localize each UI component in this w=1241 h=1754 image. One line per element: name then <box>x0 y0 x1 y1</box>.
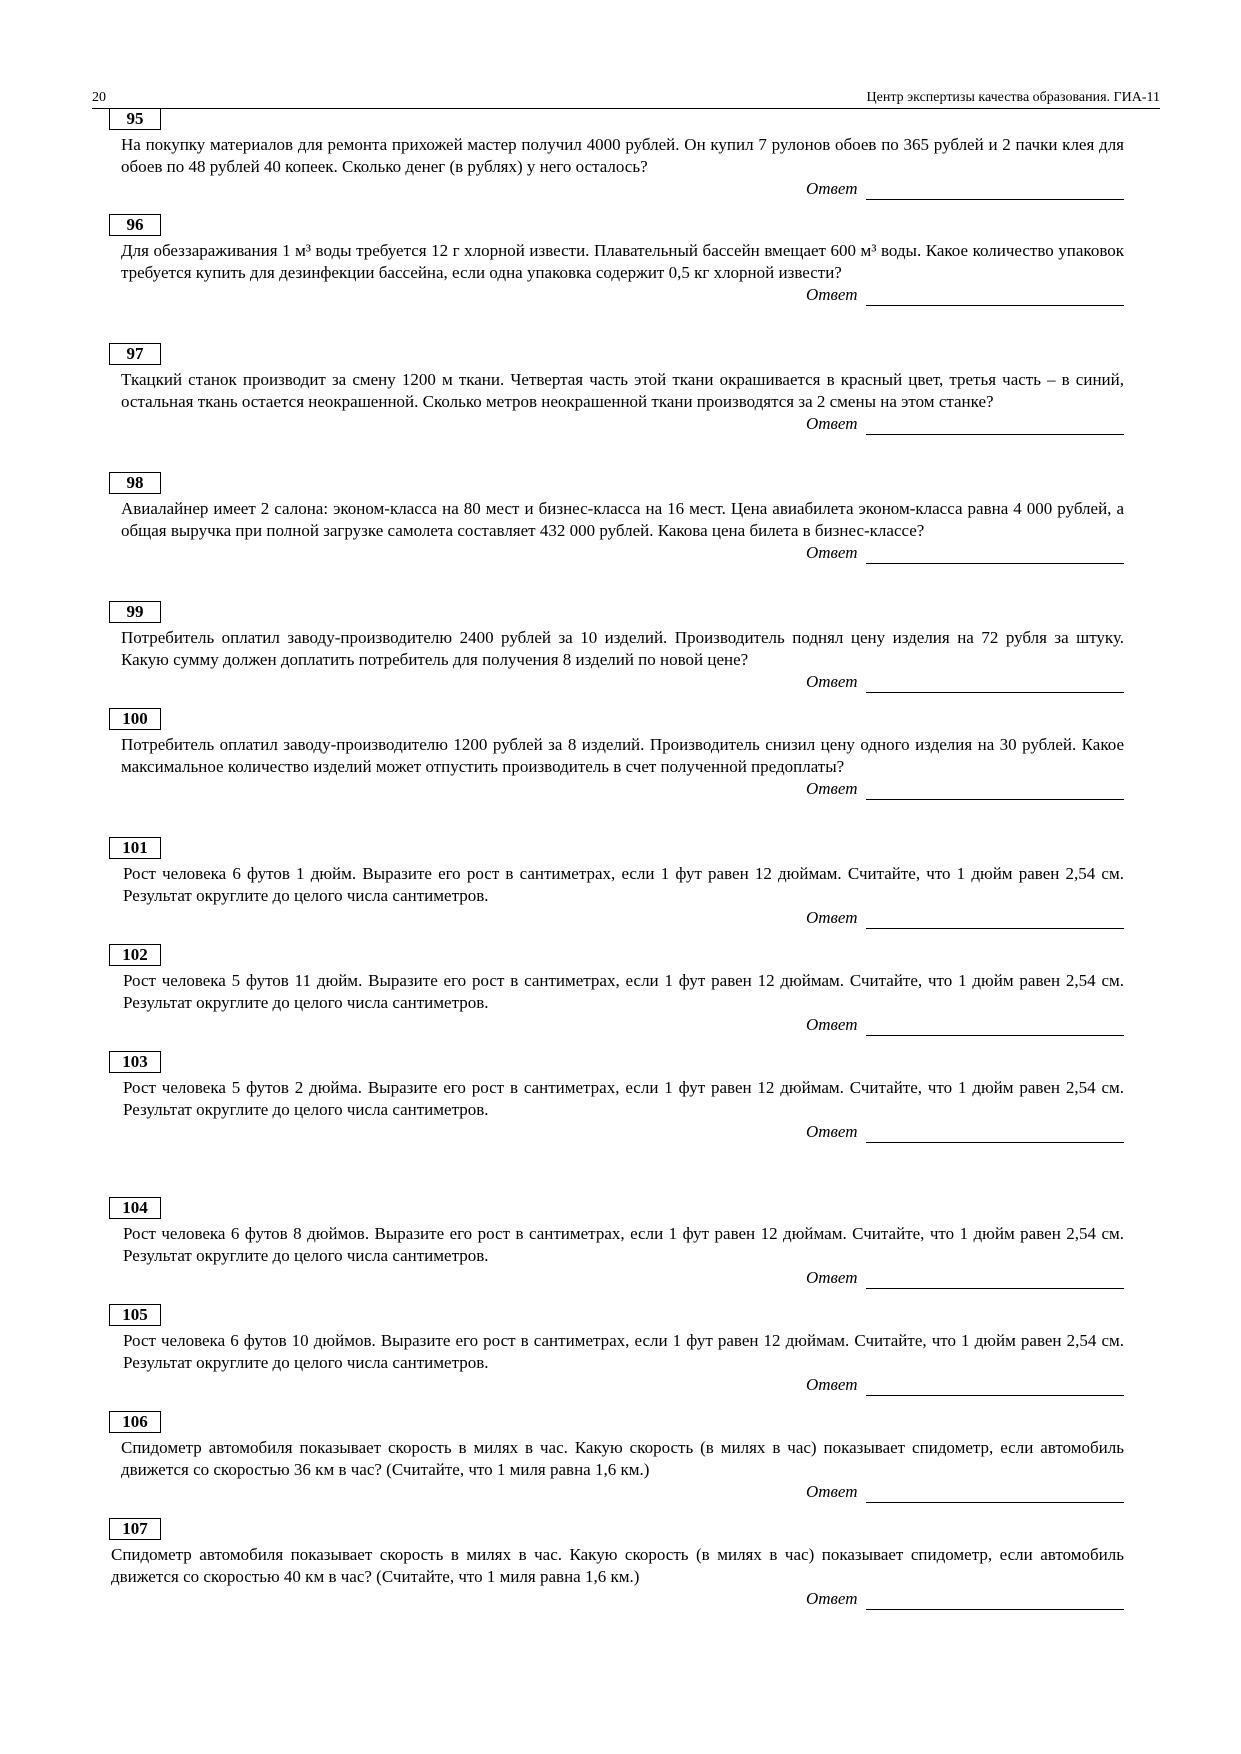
problem-106 <box>92 1411 1124 1504</box>
answer-label: Ответ <box>806 179 858 198</box>
answer-line[interactable] <box>866 1395 1124 1396</box>
problem-number: 101 <box>109 837 161 859</box>
answer-line[interactable] <box>866 928 1124 929</box>
answer-label: Ответ <box>806 1482 858 1501</box>
answer-line[interactable] <box>866 1035 1124 1036</box>
problem-number: 100 <box>109 708 161 730</box>
problem-number: 95 <box>109 108 161 130</box>
answer-label: Ответ <box>806 1589 858 1608</box>
problem-number: 98 <box>109 472 161 494</box>
problem-text: Для обеззараживания 1 м³ воды требуется 12 г хлорной извести. Плавательный бассейн вмещает 600 м³ воды. Какое количество упаковок требуется купить для дезинфекции бассейна, если одна упаковка содержит 0,5 кг хлорной извести? <box>121 241 1124 282</box>
problem-text: Авиалайнер имеет 2 салона: эконом-класса на 80 мест и бизнес-класса на 16 мест. Цена авиабилета эконом-класса равна 4 000 рублей, а общая выручка при полной загрузке самолета составляет 432 000 рублей. Какова цена билета в бизнес-классе? <box>121 499 1124 540</box>
problem-97 <box>92 343 1124 436</box>
problem-96 <box>92 214 1124 307</box>
problem-102 <box>92 944 1124 1037</box>
answer-line[interactable] <box>866 1502 1124 1503</box>
answer-field[interactable] <box>92 672 1124 694</box>
problem-number: 102 <box>109 944 161 966</box>
answer-field[interactable] <box>92 1268 1124 1290</box>
problem-number: 107 <box>109 1518 161 1540</box>
page-number: 20 <box>92 90 106 105</box>
answer-label: Ответ <box>806 1375 858 1394</box>
answer-field[interactable] <box>92 1375 1124 1397</box>
problem-text: Рост человека 5 футов 11 дюйм. Выразите его рост в сантиметрах, если 1 фут равен 12 дюймам. Считайте, что 1 дюйм равен 2,54 см. Результат округлите до целого числа сантиметров. <box>123 971 1124 1012</box>
answer-label: Ответ <box>806 908 858 927</box>
problem-95 <box>92 108 1124 201</box>
problem-100 <box>92 708 1124 801</box>
problem-number: 105 <box>109 1304 161 1326</box>
problem-text: Рост человека 6 футов 8 дюймов. Выразите его рост в сантиметрах, если 1 фут равен 12 дюймам. Считайте, что 1 дюйм равен 2,54 см. Результат округлите до целого числа сантиметров. <box>123 1224 1124 1265</box>
problem-number: 96 <box>109 214 161 236</box>
problem-number: 97 <box>109 343 161 365</box>
problem-text: Ткацкий станок производит за смену 1200 м ткани. Четвертая часть этой ткани окрашивается в красный цвет, третья часть – в синий, остальная ткань остается неокрашенной. Сколько метров неокрашенной ткани производятся за 2 смены на этом станке? <box>121 370 1124 411</box>
answer-field[interactable] <box>92 543 1124 565</box>
answer-label: Ответ <box>806 672 858 691</box>
answer-field[interactable] <box>92 1482 1124 1504</box>
problem-text: Спидометр автомобиля показывает скорость в милях в час. Какую скорость (в милях в час) показывает спидометр, если автомобиль движется со скоростью 36 км в час? (Считайте, что 1 миля равна 1,6 км.) <box>121 1438 1124 1479</box>
answer-line[interactable] <box>866 799 1124 800</box>
problem-105 <box>92 1304 1124 1397</box>
answer-line[interactable] <box>866 1609 1124 1610</box>
answer-field[interactable] <box>92 414 1124 436</box>
answer-line[interactable] <box>866 199 1124 200</box>
answer-field[interactable] <box>92 1589 1124 1611</box>
problem-text: Рост человека 5 футов 2 дюйма. Выразите его рост в сантиметрах, если 1 фут равен 12 дюймам. Считайте, что 1 дюйм равен 2,54 см. Результат округлите до целого числа сантиметров. <box>123 1078 1124 1119</box>
problem-104 <box>92 1197 1124 1290</box>
problem-text: Спидометр автомобиля показывает скорость в милях в час. Какую скорость (в милях в час) показывает спидометр, если автомобиль движется со скоростью 40 км в час? (Считайте, что 1 миля равна 1,6 км.) <box>111 1545 1124 1586</box>
answer-label: Ответ <box>806 1122 858 1141</box>
problem-number: 103 <box>109 1051 161 1073</box>
problem-text: Потребитель оплатил заводу-производителю 2400 рублей за 10 изделий. Производитель поднял цену изделия на 72 рубля за штуку. Какую сумму должен доплатить потребитель для получения 8 изделий по новой цене? <box>121 628 1124 669</box>
problem-107 <box>92 1518 1124 1611</box>
answer-field[interactable] <box>92 285 1124 307</box>
answer-line[interactable] <box>866 1288 1124 1289</box>
problem-101 <box>92 837 1124 930</box>
problem-number: 104 <box>109 1197 161 1219</box>
problem-99 <box>92 601 1124 694</box>
answer-label: Ответ <box>806 779 858 798</box>
answer-field[interactable] <box>92 908 1124 930</box>
answer-label: Ответ <box>806 285 858 304</box>
problem-98 <box>92 472 1124 565</box>
problem-text: Рост человека 6 футов 1 дюйм. Выразите его рост в сантиметрах, если 1 фут равен 12 дюймам. Считайте, что 1 дюйм равен 2,54 см. Результат округлите до целого числа сантиметров. <box>123 864 1124 905</box>
answer-label: Ответ <box>806 1015 858 1034</box>
problem-number: 106 <box>109 1411 161 1433</box>
document-source: Центр экспертизы качества образования. ГИА-11 <box>866 90 1160 105</box>
answer-field[interactable] <box>92 1122 1124 1144</box>
answer-label: Ответ <box>806 414 858 433</box>
answer-line[interactable] <box>866 305 1124 306</box>
answer-line[interactable] <box>866 563 1124 564</box>
problem-text: Потребитель оплатил заводу-производителю 1200 рублей за 8 изделий. Производитель снизил цену одного изделия на 30 рублей. Какое максимальное количество изделий может отпустить производитель в счет полученной предоплаты? <box>121 735 1124 776</box>
answer-label: Ответ <box>806 543 858 562</box>
problem-number: 99 <box>109 601 161 623</box>
answer-label: Ответ <box>806 1268 858 1287</box>
problem-103 <box>92 1051 1124 1144</box>
answer-field[interactable] <box>92 1015 1124 1037</box>
answer-line[interactable] <box>866 1142 1124 1143</box>
answer-field[interactable] <box>92 779 1124 801</box>
problem-text: Рост человека 6 футов 10 дюймов. Выразите его рост в сантиметрах, если 1 фут равен 12 дюймам. Считайте, что 1 дюйм равен 2,54 см. Результат округлите до целого числа сантиметров. <box>123 1331 1124 1372</box>
answer-line[interactable] <box>866 434 1124 435</box>
problem-text: На покупку материалов для ремонта прихожей мастер получил 4000 рублей. Он купил 7 рулонов обоев по 365 рублей и 2 пачки клея для обоев по 48 рублей 40 копеек. Сколько денег (в рублях) у него осталось? <box>121 135 1124 176</box>
answer-line[interactable] <box>866 692 1124 693</box>
answer-field[interactable] <box>92 179 1124 201</box>
